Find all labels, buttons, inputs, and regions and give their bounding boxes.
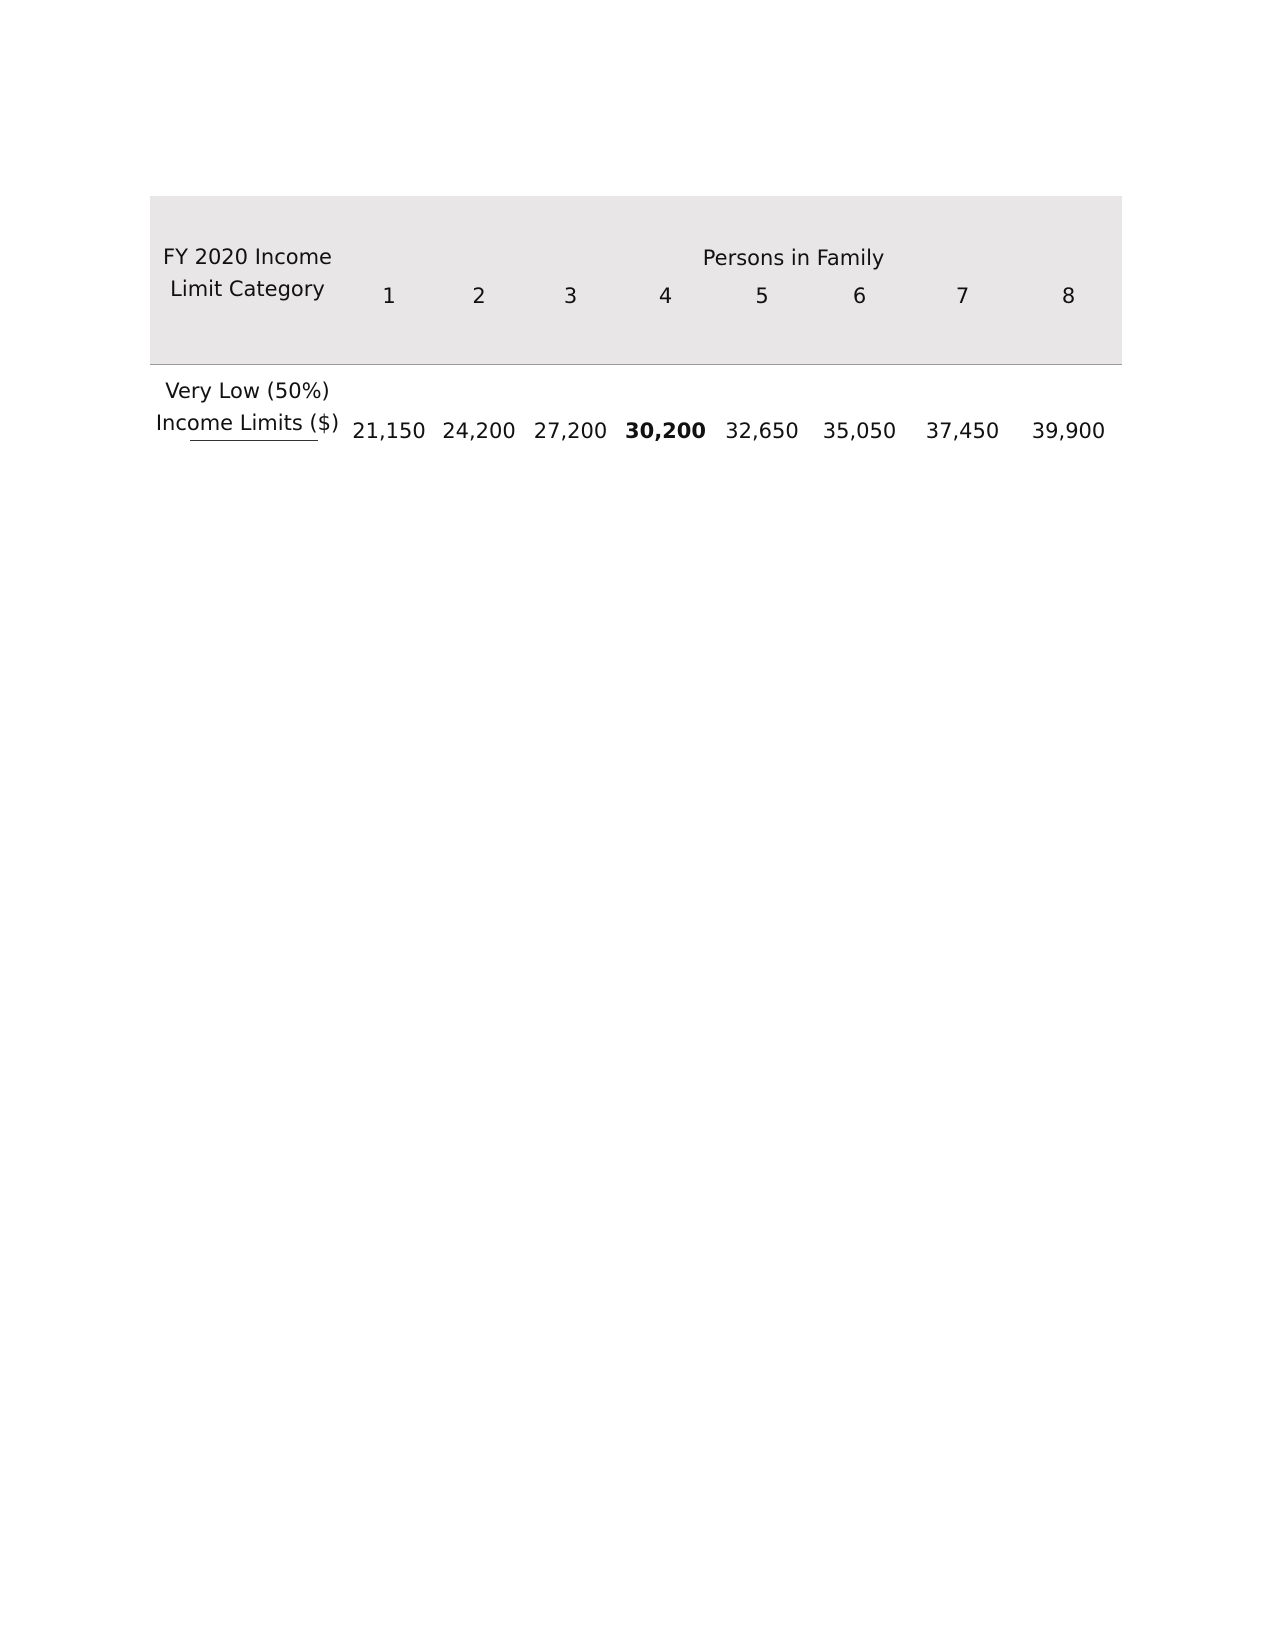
limit-value-3: 27,200 <box>533 419 608 443</box>
person-count-6: 6 <box>852 284 867 308</box>
person-count-2: 2 <box>472 284 486 308</box>
person-count-1: 1 <box>382 284 396 308</box>
row-label <box>150 365 345 444</box>
limit-value-4: 30,200 <box>624 419 707 443</box>
row-label-line1: Very Low (50%) <box>165 379 330 403</box>
limit-value-2: 24,200 <box>442 419 516 443</box>
income-limits-table <box>150 196 1122 443</box>
category-header-line1: FY 2020 Income <box>163 245 332 269</box>
limit-value-7: 37,450 <box>925 419 1000 443</box>
limit-value-1: 21,150 <box>352 419 426 443</box>
limit-value-8: 39,900 <box>1031 419 1106 443</box>
table-header <box>150 196 1122 365</box>
person-count-4: 4 <box>658 284 673 308</box>
limit-value-6: 35,050 <box>822 419 897 443</box>
person-count-5: 5 <box>755 284 769 308</box>
category-header <box>150 196 345 365</box>
category-header-line2: Limit Category <box>170 277 325 301</box>
limit-value-5: 32,650 <box>725 419 799 443</box>
persons-in-family-header: Persons in Family <box>702 246 885 270</box>
person-count-7: 7 <box>955 284 970 308</box>
table-row <box>150 365 1122 444</box>
row-label-line2: Income Limits ($) <box>156 407 339 439</box>
person-count-3: 3 <box>563 284 578 308</box>
person-count-8: 8 <box>1061 284 1076 308</box>
